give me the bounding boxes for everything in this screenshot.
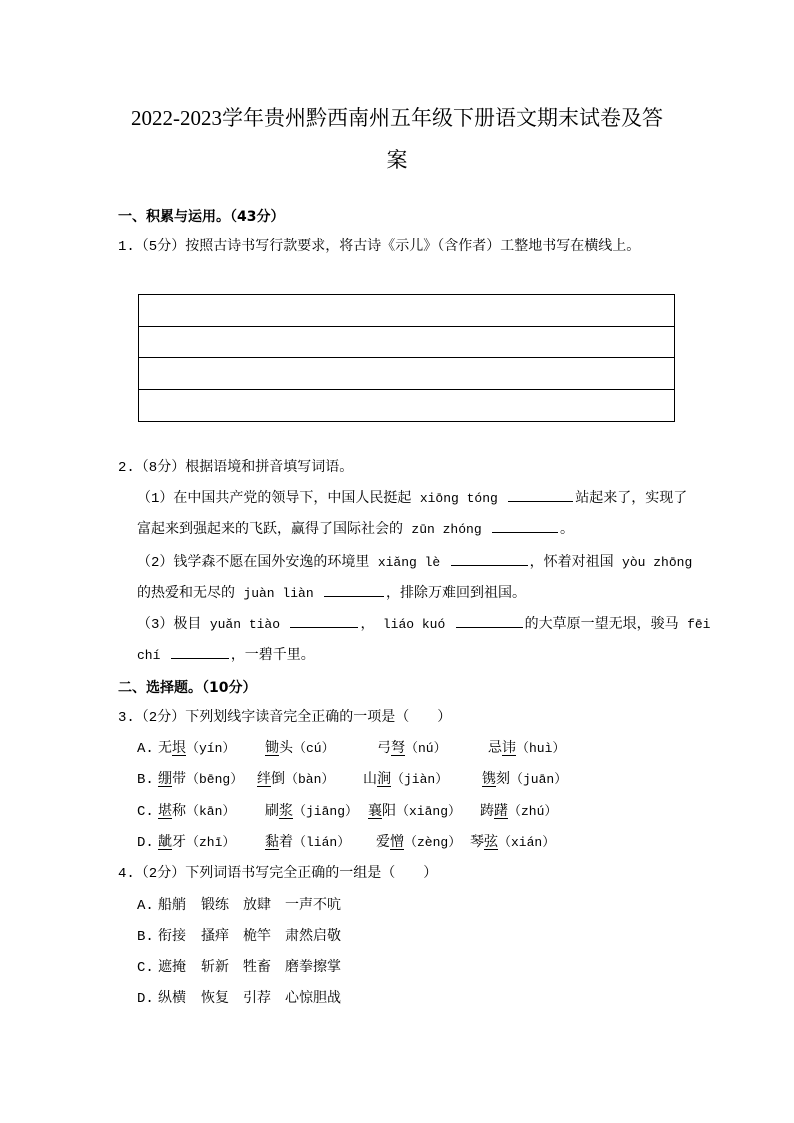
option-word: 船艄	[158, 898, 186, 914]
option-word: 恢复	[201, 991, 229, 1007]
option-label: C.	[137, 804, 154, 820]
option-word: 斩新	[201, 960, 229, 976]
answer-blank[interactable]	[492, 516, 558, 533]
option-word: 肃然启敬	[285, 929, 341, 945]
question-3-option-a[interactable]	[0, 734, 794, 764]
option-word: 锻练	[201, 898, 229, 914]
option-word: 纵横	[158, 991, 186, 1007]
option-label: A.	[137, 898, 154, 914]
option-word: 搔痒	[201, 929, 229, 945]
item-text: 的大草原一望无垠，骏马	[524, 617, 679, 633]
option-label: C.	[137, 960, 154, 976]
option-word: 爱憎（zèng）	[376, 835, 462, 851]
option-word: 龇牙（zhī）	[158, 835, 236, 851]
option-word: 无垠（yín）	[158, 741, 236, 757]
answer-blank[interactable]	[171, 642, 229, 659]
option-word: 牲畜	[243, 960, 271, 976]
pinyin-hint: juàn liàn	[243, 586, 314, 601]
question-4-stem: 4.（2分）下列词语书写完全正确的一组是（ ）	[118, 866, 438, 882]
pinyin-hint: zūn zhóng	[411, 522, 482, 537]
option-word: 襄阳（xiāng）	[368, 804, 462, 820]
item-text: ，一碧千里。	[230, 648, 315, 664]
item-text: ，	[360, 617, 375, 633]
item-text: 富起来到强起来的飞跃，赢得了国际社会的	[137, 522, 403, 538]
item-text: 站起来了，实现了	[575, 491, 688, 507]
pinyin-hint: yuǎn tiào	[209, 617, 281, 632]
option-label: A.	[137, 741, 154, 757]
section-heading-multiple-choice: 二、选择题。（10分）	[118, 680, 257, 696]
document-title-line2: 案	[386, 148, 408, 172]
option-word: 绷带（bēng）	[158, 772, 244, 788]
question-1-stem: 1.（5分）按照古诗书写行款要求，将古诗《示儿》（含作者）工整地书写在横线上。	[118, 239, 641, 255]
option-word: 黏着（lián）	[265, 835, 351, 851]
pinyin-hint: fēi	[687, 617, 711, 632]
answer-blank[interactable]	[290, 611, 358, 628]
pinyin-hint: chí	[137, 648, 161, 663]
item-text: ，排除万难回到祖国。	[386, 586, 527, 602]
option-word: 桅竿	[243, 929, 271, 945]
pinyin-hint: liáo kuó	[382, 617, 446, 632]
document-title-line1: 2022-2023学年贵州黔西南州五年级下册语文期末试卷及答	[131, 106, 663, 130]
option-word: 琴弦（xián）	[470, 835, 556, 851]
question-3-option-c[interactable]	[0, 797, 794, 827]
writing-line[interactable]	[139, 358, 674, 390]
writing-line[interactable]	[139, 327, 674, 359]
option-word: 放肆	[243, 898, 271, 914]
question-2-item-1-line-2	[137, 515, 574, 545]
option-word: 遮掩	[158, 960, 186, 976]
section-heading-accumulation: 一、积累与运用。（43分）	[118, 209, 285, 225]
option-word: 绊倒（bàn）	[257, 772, 335, 788]
question-4-option-d[interactable]	[0, 984, 794, 1014]
question-2-item-3-line-1	[137, 610, 710, 640]
option-label: D.	[137, 835, 154, 851]
option-word: 衔接	[158, 929, 186, 945]
question-2-item-3-line-2	[137, 641, 315, 671]
option-word: 堪称（kān）	[158, 804, 236, 820]
writing-line[interactable]	[139, 295, 674, 327]
question-4-option-c[interactable]	[0, 953, 794, 983]
option-label: B.	[137, 929, 154, 945]
item-text: 的热爱和无尽的	[137, 586, 235, 602]
option-word: 锄头（cú）	[265, 741, 335, 757]
question-3-option-d[interactable]	[0, 828, 794, 858]
answer-blank[interactable]	[451, 549, 528, 566]
option-label: D.	[137, 991, 154, 1007]
option-word: 磨拳擦掌	[285, 960, 341, 976]
answer-blank[interactable]	[324, 580, 384, 597]
question-4-option-b[interactable]	[0, 922, 794, 952]
option-word: 刷浆（jiāng）	[265, 804, 359, 820]
option-label: B.	[137, 772, 154, 788]
item-text: ，怀着对祖国	[529, 555, 614, 571]
answer-blank[interactable]	[508, 485, 573, 502]
pinyin-hint: yòu zhōng	[622, 555, 693, 570]
writing-line[interactable]	[139, 390, 674, 421]
item-text: （2）钱学森不愿在国外安逸的环境里	[137, 555, 370, 571]
option-word: 踌躇（zhú）	[480, 804, 558, 820]
item-text: （1）在中国共产党的领导下，中国人民挺起	[137, 491, 412, 507]
question-3-stem: 3.（2分）下列划线字读音完全正确的一项是（ ）	[118, 710, 452, 726]
question-2-item-1-line-1	[137, 484, 687, 514]
item-text: 。	[560, 522, 575, 538]
option-word: 弓弩（nú）	[377, 741, 447, 757]
item-text: （3）极目	[137, 617, 202, 633]
question-4-option-a[interactable]	[0, 891, 794, 921]
question-2-item-2-line-1	[137, 548, 692, 578]
option-word: 引荐	[243, 991, 271, 1007]
pinyin-hint: xiǎng lè	[377, 555, 441, 570]
option-word: 山涧（jiàn）	[363, 772, 449, 788]
question-2-item-2-line-2	[137, 579, 526, 609]
pinyin-hint: xiōng tóng	[419, 491, 498, 506]
question-2-stem: 2.（8分）根据语境和拼音填写词语。	[118, 460, 354, 476]
answer-blank[interactable]	[456, 611, 523, 628]
poem-writing-box	[138, 294, 675, 422]
option-word: 忌讳（huì）	[488, 741, 566, 757]
option-word: 镌刻（juān）	[482, 772, 568, 788]
option-word: 一声不吭	[285, 898, 341, 914]
question-3-option-b[interactable]	[0, 765, 794, 795]
option-word: 心惊胆战	[285, 991, 341, 1007]
